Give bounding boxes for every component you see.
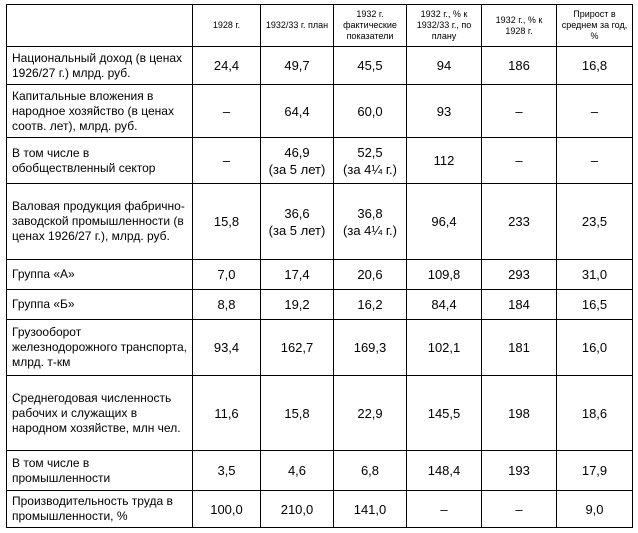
value-cell: 19,2 [261, 290, 334, 320]
value-cell: 100,0 [193, 491, 261, 528]
value-cell: 16,0 [557, 320, 633, 376]
row-label: В том числе в обобществленный сектор [7, 138, 193, 184]
value-cell: 184 [482, 290, 557, 320]
value-cell: – [193, 85, 261, 138]
value-cell: 198 [482, 376, 557, 451]
row-label: В том числе в промышленности [7, 451, 193, 491]
value-cell: 49,7 [261, 47, 334, 85]
table-row [7, 491, 633, 528]
table-row [7, 320, 633, 376]
statistics-table [6, 4, 633, 528]
value-cell: 7,0 [193, 260, 261, 290]
value-cell: 11,6 [193, 376, 261, 451]
value-cell: – [482, 85, 557, 138]
value-cell: 15,8 [261, 376, 334, 451]
value-cell: 112 [407, 138, 482, 184]
header-cell-plan: 1932/33 г. план [261, 5, 334, 47]
value-cell: 293 [482, 260, 557, 290]
row-label: Группа «Б» [7, 290, 193, 320]
value-cell: 22,9 [334, 376, 407, 451]
value-cell: 4,6 [261, 451, 334, 491]
header-cell-growth: Прирост в среднем за год, % [557, 5, 633, 47]
value-cell: 31,0 [557, 260, 633, 290]
value-cell: 93,4 [193, 320, 261, 376]
value-cell: 64,4 [261, 85, 334, 138]
header-cell-label [7, 5, 193, 47]
row-label: Национальный доход (в ценах 1926/27 г.) млрд. руб. [7, 47, 193, 85]
table-row [7, 260, 633, 290]
value-cell: 20,6 [334, 260, 407, 290]
row-label: Грузооборот железнодорожного транспорта, млрд. т-км [7, 320, 193, 376]
table-row [7, 47, 633, 85]
value-cell: 94 [407, 47, 482, 85]
value-cell: 46,9 (за 5 лет) [261, 138, 334, 184]
value-cell: 16,5 [557, 290, 633, 320]
value-cell: 6,8 [334, 451, 407, 491]
value-cell: 96,4 [407, 184, 482, 260]
value-cell: – [557, 138, 633, 184]
value-cell: 102,1 [407, 320, 482, 376]
value-cell: 36,8 (за 4¼ г.) [334, 184, 407, 260]
value-cell: 23,5 [557, 184, 633, 260]
value-cell: 24,4 [193, 47, 261, 85]
value-cell: – [193, 138, 261, 184]
row-label: Производительность труда в промышленности, % [7, 491, 193, 528]
value-cell: 3,5 [193, 451, 261, 491]
table-row [7, 85, 633, 138]
table-row [7, 376, 633, 451]
value-cell: 15,8 [193, 184, 261, 260]
value-cell: 141,0 [334, 491, 407, 528]
value-cell: 9,0 [557, 491, 633, 528]
value-cell: 18,6 [557, 376, 633, 451]
header-cell-1928: 1928 г. [193, 5, 261, 47]
value-cell: 45,5 [334, 47, 407, 85]
value-cell: 210,0 [261, 491, 334, 528]
value-cell: 17,4 [261, 260, 334, 290]
value-cell: 60,0 [334, 85, 407, 138]
table-row [7, 138, 633, 184]
value-cell: 36,6 (за 5 лет) [261, 184, 334, 260]
row-label: Капитальные вложения в народное хозяйство (в ценах соотв. лет), млрд. руб. [7, 85, 193, 138]
value-cell: 84,4 [407, 290, 482, 320]
value-cell: 109,8 [407, 260, 482, 290]
value-cell: 52,5 (за 4¼ г.) [334, 138, 407, 184]
header-row [7, 5, 633, 47]
table-row [7, 290, 633, 320]
value-cell: 8,8 [193, 290, 261, 320]
value-cell: – [482, 491, 557, 528]
value-cell: 93 [407, 85, 482, 138]
value-cell: 169,3 [334, 320, 407, 376]
row-label: Среднегодовая численность рабочих и служащих в народном хозяйстве, млн чел. [7, 376, 193, 451]
value-cell: 181 [482, 320, 557, 376]
value-cell: 17,9 [557, 451, 633, 491]
value-cell: – [557, 85, 633, 138]
value-cell: – [482, 138, 557, 184]
row-label: Валовая продукция фабрично-заводской промышленности (в ценах 1926/27 г.), млрд. руб. [7, 184, 193, 260]
value-cell: – [407, 491, 482, 528]
value-cell: 16,8 [557, 47, 633, 85]
value-cell: 148,4 [407, 451, 482, 491]
header-cell-pct-plan: 1932 г., % к 1932/33 г., по плану [407, 5, 482, 47]
value-cell: 145,5 [407, 376, 482, 451]
header-cell-pct-1928: 1932 г., % к 1928 г. [482, 5, 557, 47]
value-cell: 193 [482, 451, 557, 491]
table-row [7, 451, 633, 491]
value-cell: 233 [482, 184, 557, 260]
row-label: Группа «А» [7, 260, 193, 290]
value-cell: 16,2 [334, 290, 407, 320]
header-cell-actual: 1932 г. фактические показатели [334, 5, 407, 47]
value-cell: 186 [482, 47, 557, 85]
value-cell: 162,7 [261, 320, 334, 376]
table-row [7, 184, 633, 260]
